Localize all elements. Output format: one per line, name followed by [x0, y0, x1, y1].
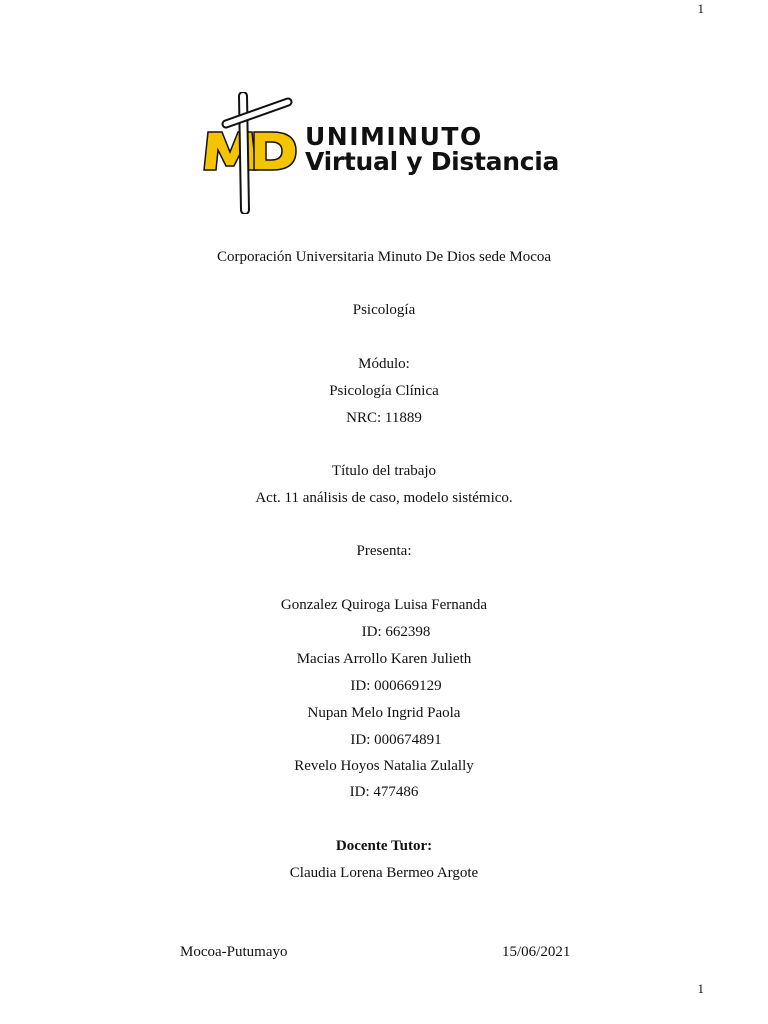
tutor-label: Docente Tutor: — [335, 838, 433, 854]
module-label: Módulo: — [358, 356, 410, 372]
work-title: Act. 11 análisis de caso, modelo sistémico. — [255, 490, 513, 506]
page-number-bottom: 1 — [697, 981, 704, 996]
institution-name: Corporación Universitaria Minuto De Dios sede Mocoa — [216, 249, 552, 265]
brand-subtitle: Virtual y Distancia — [305, 147, 560, 176]
presenter-id: ID: 000669129 — [350, 678, 442, 694]
nrc-code: NRC: 11889 — [346, 410, 422, 426]
work-title-label: Título del trabajo — [331, 463, 437, 479]
page-number-top: 1 — [697, 1, 704, 16]
footer-date: 15/06/2021 — [502, 944, 571, 960]
presenter-name: Gonzalez Quiroga Luisa Fernanda — [280, 597, 488, 613]
brand-name: UNIMINUTO — [305, 122, 483, 151]
presenter-name: Macias Arrollo Karen Julieth — [296, 651, 472, 667]
presenter-name: Nupan Melo Ingrid Paola — [307, 705, 461, 721]
module-name: Psicología Clínica — [329, 383, 439, 399]
md-cross-logo-mark — [200, 92, 300, 214]
presenters-label: Presenta: — [356, 543, 412, 559]
tutor-name: Claudia Lorena Bermeo Argote — [289, 865, 479, 881]
presenter-id: ID: 477486 — [349, 784, 419, 800]
presenter-id: ID: 000674891 — [350, 732, 442, 748]
uniminuto-logo — [200, 92, 560, 214]
program-name: Psicología — [352, 302, 416, 318]
presenter-id: ID: 662398 — [361, 624, 431, 640]
presenter-name: Revelo Hoyos Natalia Zulally — [294, 758, 474, 774]
footer-location: Mocoa-Putumayo — [180, 944, 288, 960]
